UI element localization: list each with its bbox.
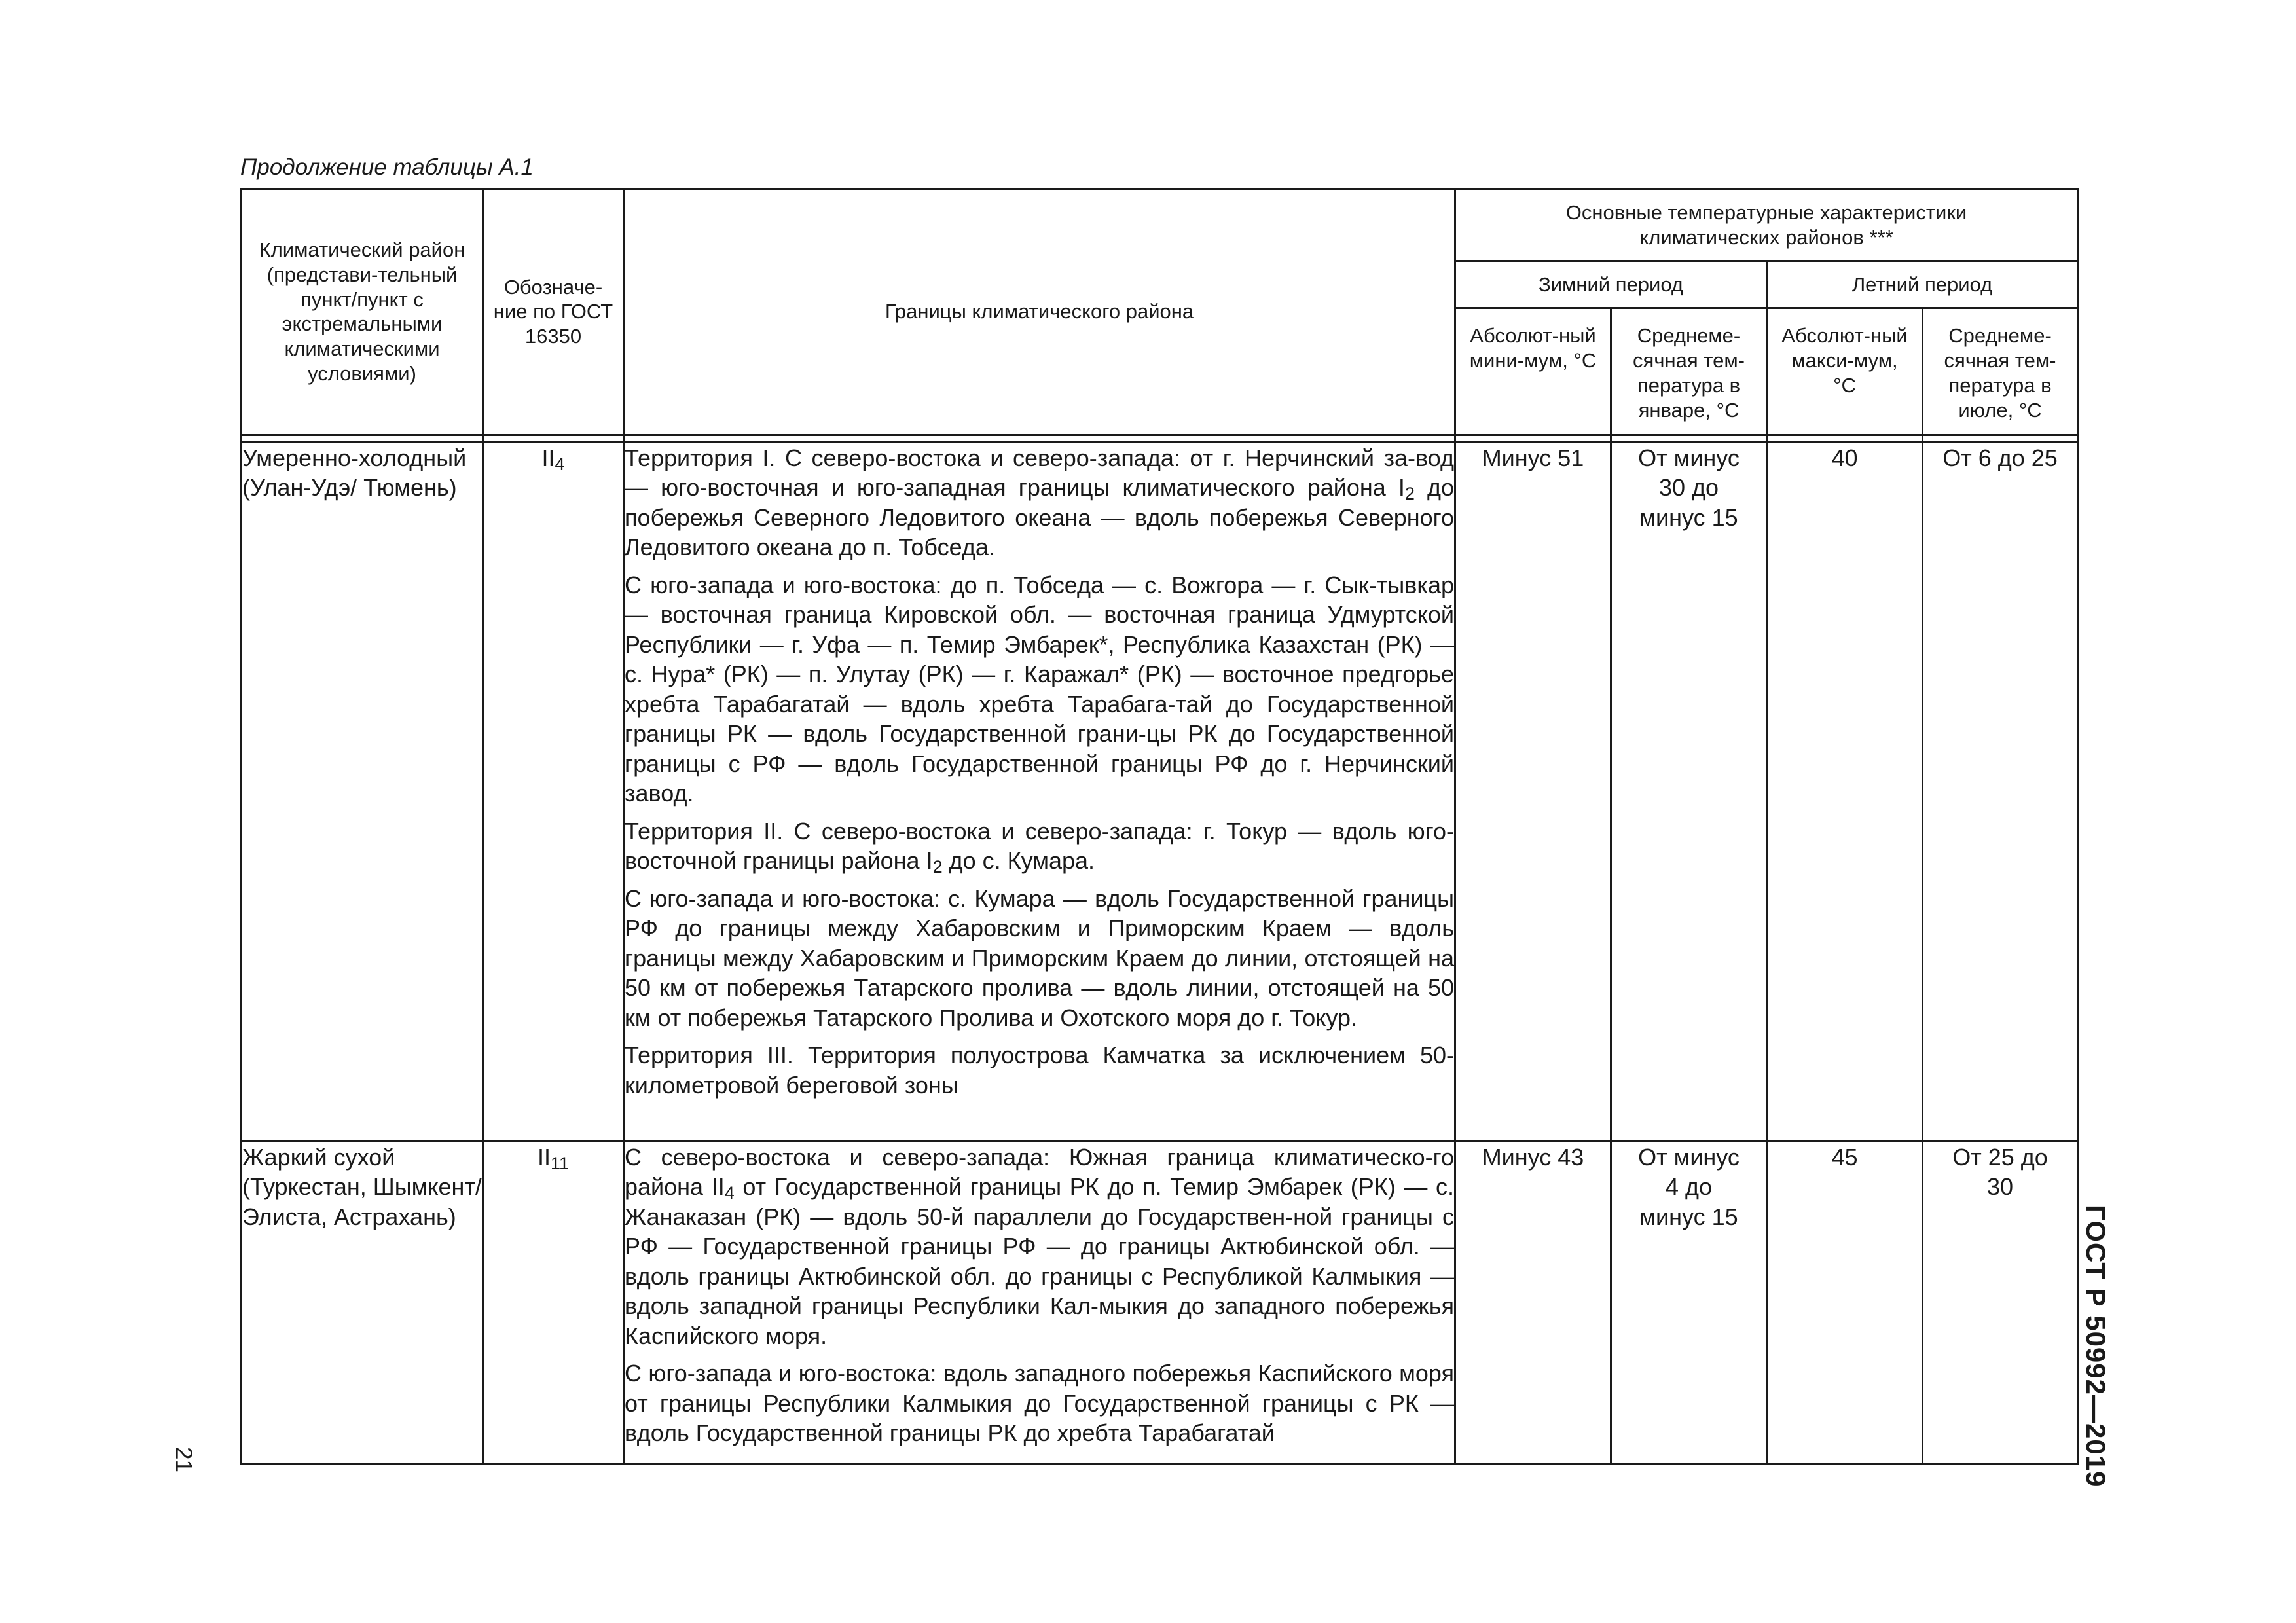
header-temperature-group: Основные температурные характеристики климатических районов *** (1455, 189, 2078, 261)
abs-max-value: 40 (1767, 442, 1923, 1141)
bounds-paragraph: Территория I. С северо-востока и северо-запада: от г. Нерчинский за-вод — юго-восточная и юго-западная границы климатического района $I_2$ до побережья Северного Ледовитого океана — вдоль побережья Северного Ледовитого океана до п. Тобседа. (625, 444, 1455, 561)
mean-jul-value: От 6 до 25 (1923, 442, 2078, 1141)
region-cell (242, 442, 483, 1141)
header-winter: Зимний период (1455, 261, 1767, 308)
document-code: ГОСТ Р 50992—2019 (2081, 1205, 2111, 1487)
header-mean-jul: Среднеме-сячная тем-пература в июле, °С (1923, 308, 2078, 435)
header-code: Обозначе-ние по ГОСТ 16350 (483, 189, 624, 435)
region-cell (242, 1141, 483, 1464)
region-name: Жаркий сухой (Туркестан, Шымкент/Элиста, Астрахань) (242, 1143, 482, 1230)
bounds-paragraph: С юго-запада и юго-востока: вдоль западного побережья Каспийского моря от границы Республики Калмыкия до Государственной границы с РК — вдоль Государственной границы РК до хребта Тарабагатай (625, 1360, 1454, 1447)
code-cell (483, 1141, 624, 1464)
bounds-paragraph: С северо-востока и северо-запада: Южная граница климатическо-го района $II_4$ от Государственной границы РК до п. Темир Эмбарек (РК) — с. Жанаказан (РК) — вдоль 50-й параллели до Государствен-ной границы с РФ — Государственной границы РФ — до границы Актюбинской обл. — вдоль границы Актюбинской обл. до границы с Республикой Калмыкия — вдоль западной границы Республики Кал-мыкия до западного побережья Каспийского моря. (625, 1143, 1454, 1349)
bounds-paragraph: С юго-запада и юго-востока: с. Кумара — вдоль Государственной границы РФ до границы между Хабаровским и Приморским Краем — вдоль границы между Хабаровским и Приморским Краем до линии, отстоящей на 50 км от побережья Татарского пролива — вдоль линии, отстоящей на 50 км от побережья Татарского Пролива и Охотского моря до г. Токур. (625, 884, 1454, 1031)
header-summer: Летний период (1767, 261, 2078, 308)
abs-min-value: Минус 43 (1455, 1141, 1611, 1464)
header-bounds: Границы климатического района (624, 189, 1455, 435)
code-base: II (537, 1143, 551, 1171)
mean-jul-value: От 25 до 30 (1923, 1141, 2078, 1464)
table-caption: Продолжение таблицы А.1 (240, 155, 534, 180)
region-points: (Улан-Удэ/ Тюмень) (242, 474, 457, 501)
header-region: Климатический район (представи-тельный пункт/пункт с экстремальными климатическими условиями) (242, 189, 483, 435)
table-row (242, 1141, 2078, 1464)
code-subscript: 11 (550, 1153, 570, 1173)
code-subscript: 4 (555, 454, 565, 474)
code-base: II (541, 444, 555, 471)
bounds-cell (624, 442, 1455, 1141)
header-mean-jan: Среднеме-сячная тем-пература в январе, °С (1611, 308, 1767, 435)
bounds-cell (624, 1141, 1455, 1464)
page-number: 21 (171, 1447, 196, 1472)
header-abs-min: Абсолют-ный мини-мум, °С (1455, 308, 1611, 435)
region-name: Умеренно-холодный (242, 444, 467, 471)
table-row (242, 442, 2078, 1141)
header-abs-max: Абсолют-ный макси-мум, °С (1767, 308, 1923, 435)
code-cell (483, 442, 624, 1141)
mean-jan-value: От минус 4 до минус 15 (1611, 1141, 1767, 1464)
bounds-paragraph: Территория III. Территория полуострова Камчатка за исключением 50-километровой береговой зоны (625, 1042, 1454, 1099)
climate-table (240, 188, 2079, 1465)
abs-min-value: Минус 51 (1455, 442, 1611, 1141)
header-separator (242, 435, 2078, 442)
bounds-paragraph: С юго-запада и юго-востока: до п. Тобседа — с. Вожгора — г. Сык-тывкар — восточная граница Кировской обл. — восточная граница Удмуртской Республики — г. Уфа — п. Темир Эмбарек*, Республика Казахстан (РК) — с. Нура* (РК) — п. Улутау (РК) — г. Каражал* (РК) — восточное предгорье хребта Тарабагатай — вдоль хребта Тарабага-тай до Государственной границы РК — вдоль Государственной грани-цы РК до Государственной границы с РФ — вдоль Государственной границы РФ до г. Нерчинский завод. (625, 571, 1454, 807)
mean-jan-value: От минус 30 до минус 15 (1611, 442, 1767, 1141)
bounds-paragraph: Территория II. С северо-востока и северо-запада: г. Токур — вдоль юго-восточной границы района $I_2$ до с. Кумара. (625, 817, 1454, 877)
abs-max-value: 45 (1767, 1141, 1923, 1464)
